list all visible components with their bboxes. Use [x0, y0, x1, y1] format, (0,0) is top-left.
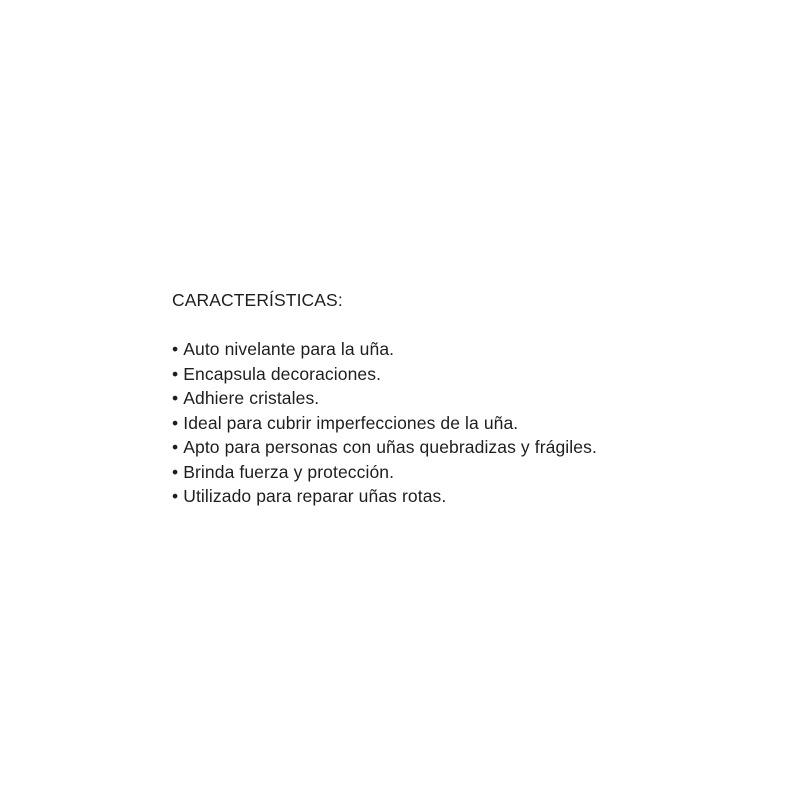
feature-text: Brinda fuerza y protección. [183, 461, 395, 482]
feature-item [172, 362, 597, 387]
bullet-icon: • [172, 437, 179, 457]
feature-text: Encapsula decoraciones. [183, 363, 382, 384]
feature-item [172, 337, 597, 362]
feature-item [172, 435, 597, 460]
feature-text: Ideal para cubrir imperfecciones de la uña. [183, 412, 519, 433]
feature-text: Adhiere cristales. [183, 388, 320, 408]
section-heading: CARACTERÍSTICAS: [172, 290, 343, 310]
bullet-icon: • [172, 412, 179, 433]
bullet-icon: • [172, 388, 179, 408]
bullet-icon: • [172, 363, 179, 384]
feature-text: Utilizado para reparar uñas rotas. [183, 486, 447, 506]
feature-item [172, 460, 597, 485]
bullet-icon: • [172, 339, 179, 359]
feature-item [172, 411, 597, 436]
feature-text: Auto nivelante para la uña. [183, 339, 395, 359]
feature-text: Apto para personas con uñas quebradizas y frágiles. [183, 437, 597, 457]
bullet-icon: • [172, 486, 179, 506]
feature-item [172, 484, 597, 509]
features-section [172, 288, 597, 509]
feature-list [172, 337, 597, 509]
bullet-icon: • [172, 461, 179, 482]
feature-item [172, 386, 597, 411]
